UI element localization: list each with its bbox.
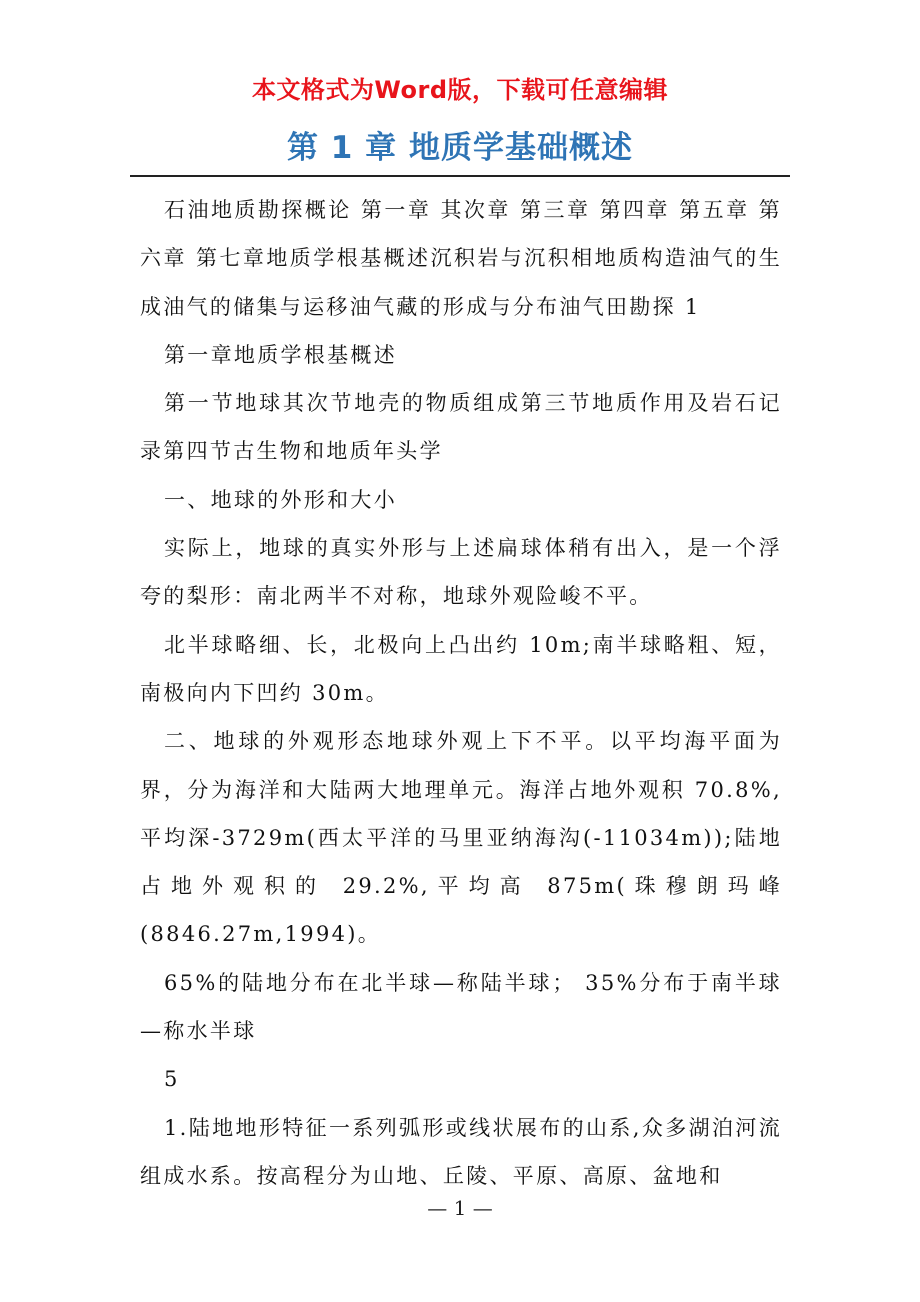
paragraph-earth-shape: 实际上，地球的真实外形与上述扁球体稍有出入，是一个浮夸的梨形：南北两半不对称，地球外观险峻不平。 xyxy=(140,536,782,609)
paragraph-land-distribution: 65%的陆地分布在北半球—称陆半球； 35%分布于南半球—称水半球 xyxy=(140,970,782,1044)
page-number: — 1 — xyxy=(427,1196,493,1220)
paragraph-land-features: 1.陆地地形特征一系列弧形或线状展布的山系,众多湖泊河流组成水系。按高程分为山地、丘陵、平原、高原、盆地和 xyxy=(140,1115,782,1188)
chapter-title: 第 1 章 地质学基础概述 xyxy=(287,130,633,166)
editable-notice: 本文格式为Word版，下载可任意编辑 xyxy=(251,76,669,104)
paragraph-number: 5 xyxy=(164,1067,180,1092)
paragraph-section-list: 第一节地球其次节地壳的物质组成第三节地质作用及岩石记录第四节古生物和地质年头学 xyxy=(140,391,782,464)
paragraph-chapter-heading: 第一章地质学根基概述 xyxy=(164,342,397,367)
body-text xyxy=(140,186,782,1200)
paragraph-toc: 石油地质勘探概论 第一章 其次章 第三章 第四章 第五章 第六章 第七章地质学根基概述沉积岩与沉积相地质构造油气的生成油气的储集与运移油气藏的形成与分布油气田勘探 1 xyxy=(140,198,782,319)
paragraph-surface-form: 二、地球的外观形态地球外观上下不平。以平均海平面为界，分为海洋和大陆两大地理单元。海洋占地外观积 70.8%,平均深-3729m(西太平洋的马里亚纳海沟(-11034m));陆地占地外观积的 29.2%,平均高 875m(珠穆朗玛峰 (8846.27m,1994)。 xyxy=(140,729,782,947)
title-divider xyxy=(130,175,790,177)
paragraph-hemispheres: 北半球略细、长，北极向上凸出约 10m;南半球略粗、短，南极向内下凹约 30m。 xyxy=(140,632,782,705)
paragraph-heading-shape-size: 一、地球的外形和大小 xyxy=(164,487,397,512)
